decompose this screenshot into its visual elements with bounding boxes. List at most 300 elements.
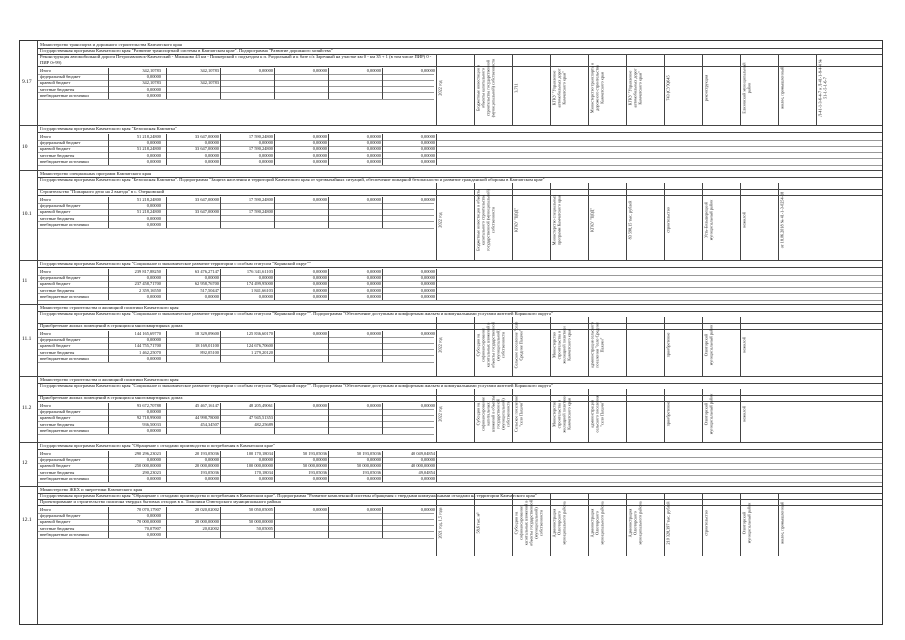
section-heading: Государственная программа Камчатского края "Безопасная Камчатка". Подпрограмма "Защита населения и территорий Камчатского края от чрезвычайных ситуаций, обеспечение пожарной безопасности и развитие гражданской обороны в Камчатском крае" xyxy=(40,177,545,182)
row-label: местные бюджеты xyxy=(40,349,75,355)
section-heading: Приобретение жилых помещений в строящихся многоквартирных домах xyxy=(40,395,183,400)
row-divider xyxy=(38,513,434,514)
line-divider xyxy=(38,132,882,133)
row-label: краевой бюджет xyxy=(40,146,71,152)
row-label: федеральный бюджет xyxy=(40,140,81,146)
vertical-cell-text: администрация сельского поселения "село Пахачи" xyxy=(589,395,604,432)
amount-cell: 0,00000 xyxy=(312,507,327,512)
column-divider xyxy=(436,269,437,300)
vertical-cell-text: Усть-Большерецкий муниципальный район xyxy=(703,199,713,240)
amount-cell: 50 050,05005 xyxy=(248,507,273,512)
vertical-cell-text: приобретение xyxy=(665,401,670,426)
vertical-cell-text: 3,711 xyxy=(513,82,518,93)
row-label: федеральный бюджет xyxy=(40,409,81,415)
row-label: краевой бюджет xyxy=(40,463,71,469)
amount-cell: 239 817,88250 xyxy=(134,269,161,274)
amount-cell: 0,00000 xyxy=(366,275,381,281)
column-divider xyxy=(108,197,109,228)
row-divider xyxy=(38,80,434,81)
amount-cell: 936,50033 xyxy=(142,421,161,427)
vertical-cell-text: нежилой xyxy=(741,405,746,422)
column-divider xyxy=(328,134,329,165)
row-divider xyxy=(38,86,434,87)
amount-cell: 63 476,27147 xyxy=(194,269,219,274)
amount-cell: 20 000,00000 xyxy=(194,519,219,525)
amount-cell: 0,00000 xyxy=(420,269,435,274)
amount-cell: 0,00000 xyxy=(146,215,161,221)
amount-cell: 0,00000 xyxy=(420,475,435,481)
amount-cell: 0,00000 xyxy=(146,355,161,361)
row-label: местные бюджеты xyxy=(40,86,75,92)
amount-cell: 0,00000 xyxy=(366,68,381,73)
section-number: 12.1 xyxy=(22,517,32,523)
amount-cell: 174 499,95000 xyxy=(246,281,273,287)
amount-cell: 0,00000 xyxy=(420,457,435,463)
row-divider xyxy=(38,355,434,356)
row-label: краевой бюджет xyxy=(40,519,71,525)
row-divider xyxy=(38,74,434,75)
column-divider xyxy=(108,331,109,362)
amount-cell: 0,00000 xyxy=(420,146,435,152)
column-divider xyxy=(166,68,167,99)
row-label: местные бюджеты xyxy=(40,287,75,293)
amount-cell: 18 169,01100 xyxy=(195,343,219,349)
amount-cell: 290,23023 xyxy=(142,469,161,475)
amount-cell: 342,10783 xyxy=(142,80,161,86)
row-label: Итого xyxy=(40,68,52,73)
section-heading: Министерство строительства и жилищной политики Камчатского края xyxy=(40,305,179,310)
amount-cell: 0,00000 xyxy=(146,152,161,158)
column-divider xyxy=(382,134,383,165)
section-heading: Министерство транспорта и дорожного строительства Камчатского края xyxy=(40,42,182,47)
amount-cell: 0,00000 xyxy=(258,275,273,281)
amount-cell: 0,00000 xyxy=(204,275,219,281)
column-divider xyxy=(220,403,221,434)
vertical-cell-text: Сельское поселение "село Пахачи" xyxy=(513,395,523,432)
amount-cell: 0,00000 xyxy=(420,287,435,293)
amount-cell: 0,00000 xyxy=(366,134,381,139)
vertical-cell-text: Субсидии на софинансирование капитальных вложений в объекты государственной (муниципальной) собственности xyxy=(475,321,505,368)
row-divider xyxy=(38,99,434,100)
row-divider xyxy=(38,434,434,435)
amount-cell: 17 590,24800 xyxy=(248,146,273,152)
amount-cell: 0,00000 xyxy=(146,475,161,481)
row-label: местные бюджеты xyxy=(40,421,75,427)
row-divider xyxy=(38,409,434,410)
amount-cell: 176 341,61103 xyxy=(246,269,273,274)
amount-cell: 0,00000 xyxy=(312,281,327,287)
row-label: Итого xyxy=(40,451,52,456)
row-label: местные бюджеты xyxy=(40,215,75,221)
amount-cell: 0,00000 xyxy=(420,134,435,139)
amount-cell: 18 329,09600 xyxy=(194,331,219,336)
vertical-cell-text: Администрация Олюторского муниципального района xyxy=(627,500,642,545)
column-divider xyxy=(274,197,275,228)
column-divider xyxy=(382,197,383,228)
row-divider xyxy=(38,427,434,428)
amount-cell: 0,00000 xyxy=(366,146,381,152)
row-divider xyxy=(38,203,434,204)
vertical-cell-text: Л-41-1-3-6-4-7 и Л-41-1-8-4-4 № 51-1-5-1-6-7 xyxy=(817,58,827,117)
amount-cell: 0,00000 xyxy=(146,158,161,164)
vertical-cell-text: Олюторский муниципальный район xyxy=(703,324,713,365)
amount-cell: 0,00000 xyxy=(258,293,273,299)
row-label: краевой бюджет xyxy=(40,209,71,215)
vertical-cell-text xyxy=(627,393,663,434)
column-divider xyxy=(274,134,275,165)
amount-cell: 50 193,05036 xyxy=(302,451,327,456)
amount-cell: 0,00000 xyxy=(420,158,435,164)
row-label: внебюджетные источники xyxy=(40,531,89,537)
row-divider xyxy=(38,221,434,222)
row-label: Итого xyxy=(40,197,52,202)
row-label: Итого xyxy=(40,331,52,336)
amount-cell: 20 020,02002 xyxy=(194,507,219,512)
vertical-cell-text: строительство xyxy=(665,206,670,233)
section-heading: Приобретение жилых помещений в строящихся многоквартирных домах xyxy=(40,323,183,328)
amount-cell: 0,00000 xyxy=(420,275,435,281)
amount-cell: 20 193,05036 xyxy=(194,451,219,456)
amount-cell: 51 218,24800 xyxy=(136,197,161,202)
row-divider xyxy=(38,300,882,301)
vertical-cell-text: Субсидии на софинансирование капитальных вложений в объекты государственной (муниципальной) собственности xyxy=(475,395,510,432)
column-divider xyxy=(166,507,167,538)
section-heading: Министерство строительства и жилищной политики Камчатского края xyxy=(40,377,179,382)
amount-cell: 342,10783 xyxy=(142,68,161,73)
amount-cell: 0,00000 xyxy=(366,403,381,408)
row-label: внебюджетные источники xyxy=(40,475,89,481)
row-label: Итого xyxy=(40,269,52,274)
amount-cell: 0,00000 xyxy=(312,269,327,274)
amount-cell: 51 218,24800 xyxy=(136,209,161,215)
amount-cell: 33 647,00000 xyxy=(194,197,219,202)
amount-cell: 33 647,00000 xyxy=(194,146,219,152)
row-label: краевой бюджет xyxy=(40,281,71,287)
amount-cell: 93 672,70788 xyxy=(136,403,161,408)
amount-cell: 0,00000 xyxy=(146,457,161,463)
vertical-cell-text: 83 598,15 тыс. рублей xyxy=(627,200,632,239)
amount-cell: 517,50447 xyxy=(200,287,219,293)
amount-cell: 0,00000 xyxy=(312,140,327,146)
amount-cell: 2 359,16550 xyxy=(139,287,161,293)
column-divider xyxy=(328,331,329,362)
vertical-cell-text: КГКУ "Управление автомобильных дорог Камчатского края" xyxy=(551,68,566,107)
amount-cell: 51 218,24800 xyxy=(136,134,161,139)
amount-cell: 0,00000 xyxy=(420,331,435,336)
amount-cell: 250 000,00000 xyxy=(134,463,161,469)
document-page xyxy=(19,40,883,625)
row-label: федеральный бюджет xyxy=(40,337,81,343)
column-divider xyxy=(382,68,383,99)
vertical-cell-text: 2021 год, 1,5 года xyxy=(437,506,442,539)
line-divider xyxy=(38,449,882,450)
amount-cell: 40 000,00000 xyxy=(410,463,435,469)
amount-cell: 70,07907 xyxy=(144,525,161,531)
column-divider xyxy=(220,331,221,362)
amount-cell: 0,00000 xyxy=(366,281,381,287)
row-divider xyxy=(38,337,434,338)
column-divider xyxy=(220,269,221,300)
column-divider xyxy=(328,507,329,538)
amount-cell: 454,34507 xyxy=(200,421,219,427)
vertical-cell-text xyxy=(627,321,663,368)
row-label: Итого xyxy=(40,134,52,139)
amount-cell: 49,04854 xyxy=(418,469,435,475)
amount-cell: 0,00000 xyxy=(204,158,219,164)
amount-cell: 0,00000 xyxy=(420,403,435,408)
column-divider xyxy=(274,269,275,300)
amount-cell: 100 000,00000 xyxy=(246,463,273,469)
row-label: федеральный бюджет xyxy=(40,275,81,281)
section-heading: Строительство "Пожарного депо на 2 выезда" в с. Озерновский xyxy=(40,189,165,194)
row-label: федеральный бюджет xyxy=(40,513,81,519)
row-divider xyxy=(38,215,434,216)
amount-cell: 0,00000 xyxy=(312,293,327,299)
vertical-cell-text: 2022 год xyxy=(437,336,442,353)
section-heading: Государственная программа Камчатского края "Социальное и экономическое развитие территории с особым статусом "Корякский округ"" xyxy=(40,261,311,266)
column-divider xyxy=(220,507,221,538)
amount-cell: 51 218,24800 xyxy=(136,146,161,152)
amount-cell: 44 998,78000 xyxy=(194,415,219,421)
amount-cell: 0,00000 xyxy=(312,134,327,139)
vertical-cell-text: Субсидии на софинансирование капитальных вложений в объекты государственной (муниципальной) собственности xyxy=(513,499,543,546)
amount-cell: 0,00000 xyxy=(366,140,381,146)
amount-cell: 0,00000 xyxy=(312,152,327,158)
vertical-cell-text: жилое, промышленный xyxy=(779,501,784,544)
section-number: 10 xyxy=(22,143,28,150)
section-number: 9.17 xyxy=(22,79,32,85)
column-divider xyxy=(108,451,109,482)
amount-cell: 0,00000 xyxy=(146,86,161,92)
column-divider xyxy=(108,68,109,99)
vertical-cell-text: Елизовский муниципальный район xyxy=(741,61,751,114)
vertical-cell-text: реконструкция xyxy=(703,74,708,101)
vertical-cell-text: КГКУ "ЦОД" xyxy=(589,207,594,232)
row-label: федеральный бюджет xyxy=(40,203,81,209)
row-divider xyxy=(38,165,882,166)
amount-cell: 342,10783 xyxy=(200,80,219,86)
column-divider xyxy=(166,134,167,165)
amount-cell: 0,00000 xyxy=(258,475,273,481)
amount-cell: 0,00000 xyxy=(366,457,381,463)
column-divider xyxy=(436,451,437,482)
vertical-cell-text: Министерство строительства и жилищной политики Камчатского края xyxy=(551,325,571,364)
amount-cell: 0,00000 xyxy=(146,531,161,537)
row-label: федеральный бюджет xyxy=(40,74,81,80)
column-divider xyxy=(328,197,329,228)
amount-cell: 0,00000 xyxy=(146,92,161,98)
row-divider xyxy=(38,531,434,532)
vertical-cell-text: нежилой xyxy=(741,211,746,228)
amount-cell: 0,00000 xyxy=(258,158,273,164)
amount-cell: 0,00000 xyxy=(146,293,161,299)
row-label: краевой бюджет xyxy=(40,343,71,349)
column-divider xyxy=(328,403,329,434)
column-divider xyxy=(274,68,275,99)
amount-cell: 45 467,16147 xyxy=(194,403,219,408)
section-number: 12 xyxy=(22,460,28,466)
amount-cell: 0,00000 xyxy=(312,146,327,152)
vertical-cell-text: приобретение xyxy=(665,332,670,357)
column-divider xyxy=(328,68,329,99)
vertical-cell-text: администрация сельского поселения "село Средние Пахачи" xyxy=(589,321,604,368)
vertical-cell-text: Министерство транспорта и дорожного строительства Камчатского края xyxy=(589,62,604,113)
amount-cell: 0,00000 xyxy=(312,197,327,202)
amount-cell: 0,00000 xyxy=(420,68,435,73)
amount-cell: 33 647,00000 xyxy=(194,209,219,215)
vertical-cell-text: Администрация Олюторского муниципального района xyxy=(551,500,566,545)
amount-cell: 70 000,00000 xyxy=(136,519,161,525)
column-divider xyxy=(166,197,167,228)
column-divider xyxy=(166,451,167,482)
amount-cell: 0,00000 xyxy=(146,221,161,227)
column-divider xyxy=(328,269,329,300)
amount-cell: 50,05005 xyxy=(256,525,273,531)
amount-cell: 0,00000 xyxy=(312,457,327,463)
amount-cell: 0,00000 xyxy=(366,287,381,293)
row-label: краевой бюджет xyxy=(40,415,71,421)
column-divider xyxy=(220,197,221,228)
amount-cell: 0,00000 xyxy=(146,337,161,343)
amount-cell: 0,00000 xyxy=(258,457,273,463)
amount-cell: 0,00000 xyxy=(366,269,381,274)
amount-cell: 1 841,66103 xyxy=(251,287,273,293)
vertical-cell-text: КГКУ "Управление автомобильных дорог Камчатского края" xyxy=(627,68,642,107)
line-divider xyxy=(38,267,882,268)
amount-cell: 125 836,60170 xyxy=(246,331,273,336)
vertical-cell-text: 743 (СУХ)645 xyxy=(665,74,670,101)
vertical-cell-text: строительство xyxy=(703,509,708,536)
row-divider xyxy=(38,362,434,363)
amount-cell: 0,00000 xyxy=(312,287,327,293)
row-label: внебюджетные источники xyxy=(40,92,89,98)
vertical-cell-text: Министерство специальных программ Камчатского края xyxy=(551,194,561,245)
row-label: Итого xyxy=(40,507,52,512)
amount-cell: 0,00000 xyxy=(420,152,435,158)
amount-cell: 0,00000 xyxy=(312,68,327,73)
vertical-cell-text: Олюторский муниципальный район xyxy=(741,502,751,543)
amount-cell: 48 205,49061 xyxy=(248,403,273,408)
amount-cell: 290 296,23023 xyxy=(134,451,161,456)
row-label: внебюджетные источники xyxy=(40,293,89,299)
amount-cell: 50 000,00000 xyxy=(248,519,273,525)
amount-cell: 0,00000 xyxy=(258,140,273,146)
amount-cell: 0,00000 xyxy=(420,507,435,512)
amount-cell: 17 590,24800 xyxy=(248,209,273,215)
section-number: 11 xyxy=(22,278,28,284)
section-heading: Реконструкция автомобильной дороги Петропавловск-Камчатский - Мильково 43 км - Пионерский с подъездом к п. Раздольный и к базе с/х Заречный на участке км 0 - км 35 + 1 (в том числе ПИР) 0 - ПИР 0+99) xyxy=(40,54,432,65)
section-heading: Государственная программа Камчатского края "Обращение с отходами производства и потребления в Камчатском крае". Подпрограмма "Развитие комплексной системы обращения с твердыми коммунальными отходами на территории Камчатского края" xyxy=(40,493,537,498)
row-label: местные бюджеты xyxy=(40,525,75,531)
amount-cell: 0,00000 xyxy=(204,140,219,146)
amount-cell: 17 590,24800 xyxy=(248,197,273,202)
column-divider xyxy=(220,68,221,99)
amount-cell: 0,00000 xyxy=(146,275,161,281)
section-heading: Государственная программа Камчатского края "Социальное и экономическое развитие территории с особым статусом "Корякский округ"". Подпрограмма "Обеспечение доступным и комфортным жильем и коммунальными услугами жителей Корякского округа" xyxy=(40,311,553,316)
column-divider xyxy=(220,451,221,482)
section-number: 11.2 xyxy=(22,405,32,411)
amount-cell: 144 755,71700 xyxy=(134,343,161,349)
amount-cell: 0,00000 xyxy=(146,409,161,415)
section-heading: Министерство специальных программ Камчатского края xyxy=(40,171,152,176)
vertical-cell-text: 2022 год xyxy=(437,79,442,96)
amount-cell: 0,00000 xyxy=(366,152,381,158)
amount-cell: 1 462,25070 xyxy=(139,349,161,355)
vertical-cell-text: Бюджетные инвестиции в объекты капитального строительства государственной (муниципальной) собственности xyxy=(475,58,495,117)
column-divider xyxy=(382,507,383,538)
amount-cell: 342,10783 xyxy=(200,68,219,73)
vertical-cell-text: Олюторский муниципальный район xyxy=(703,393,713,434)
column-divider xyxy=(382,331,383,362)
amount-cell: 70 070,17907 xyxy=(136,507,161,512)
column-divider xyxy=(274,451,275,482)
amount-cell: 0,00000 xyxy=(312,475,327,481)
amount-cell: 144 165,69770 xyxy=(134,331,161,336)
amount-cell: 0,00000 xyxy=(204,293,219,299)
amount-cell: 40 049,04854 xyxy=(410,451,435,456)
amount-cell: 33 647,00000 xyxy=(194,134,219,139)
column-divider xyxy=(108,403,109,434)
vertical-cell-text: 210 328,397 тыс. рублей xyxy=(665,501,670,544)
vertical-cell-text: Бюджетные инвестиции в объекты капитального строительства государственной (муниципальной) собственности xyxy=(475,188,495,251)
row-divider xyxy=(38,538,434,539)
row-label: внебюджетные источники xyxy=(40,427,89,433)
amount-cell: 0,00000 xyxy=(366,331,381,336)
row-divider xyxy=(38,92,434,93)
amount-cell: 193,05036 xyxy=(200,469,219,475)
amount-cell: 0,00000 xyxy=(420,293,435,299)
amount-cell: 0,00000 xyxy=(312,331,327,336)
amount-cell: 50 000,00000 xyxy=(302,463,327,469)
amount-cell: 0,00000 xyxy=(146,427,161,433)
column-divider xyxy=(274,403,275,434)
amount-cell: 0,00000 xyxy=(366,507,381,512)
section-heading: Государственная программа Камчатского края "Социальное и экономическое развитие территории с особым статусом "Корякский округ"". Подпрограмма "Обеспечение доступным и комфортным жильем и коммунальными услугами жителей Корякского округа" xyxy=(40,383,553,388)
row-label: внебюджетные источники xyxy=(40,355,89,361)
amount-cell: 124 676,70600 xyxy=(246,343,273,349)
column-divider xyxy=(166,269,167,300)
amount-cell: 0,00000 xyxy=(258,152,273,158)
section-heading: Проектирование и строительство полигона твердых бытовых отходов в п. Тиличики Олюторского муниципального района xyxy=(40,499,281,504)
amount-cell: 0,00000 xyxy=(366,197,381,202)
row-label: местные бюджеты xyxy=(40,469,75,475)
vertical-cell-text: от 18.06.2018 № 41-1-3-0254-18 xyxy=(779,191,784,248)
amount-cell: 170,18034 xyxy=(254,469,273,475)
column-divider xyxy=(166,403,167,434)
amount-cell: 0,00000 xyxy=(420,281,435,287)
row-label: местные бюджеты xyxy=(40,152,75,158)
amount-cell: 193,05036 xyxy=(362,469,381,475)
amount-cell: 0,00000 xyxy=(204,152,219,158)
vertical-cell-text: 2022 год xyxy=(437,211,442,228)
section-heading: Министерство ЖКХ и энергетики Камчатского края xyxy=(40,487,143,492)
amount-cell: 1 279,20120 xyxy=(251,349,273,355)
amount-cell: 0,00000 xyxy=(366,158,381,164)
amount-cell: 193,05036 xyxy=(308,469,327,475)
amount-cell: 62 958,76700 xyxy=(194,281,219,287)
column-divider xyxy=(382,403,383,434)
row-label: внебюджетные источники xyxy=(40,158,89,164)
row-divider xyxy=(38,228,434,229)
row-label: федеральный бюджет xyxy=(40,457,81,463)
amount-cell: 0,00000 xyxy=(312,158,327,164)
vertical-cell-text: Администрация Олюторского муниципального района xyxy=(589,500,604,545)
column-divider xyxy=(220,134,221,165)
row-label: краевой бюджет xyxy=(40,80,71,86)
section-heading: Государственная программа Камчатского края "Безопасная Камчатка" xyxy=(40,126,177,131)
amount-cell: 92 718,99000 xyxy=(136,415,161,421)
vertical-cell-text: нежилой xyxy=(741,336,746,353)
